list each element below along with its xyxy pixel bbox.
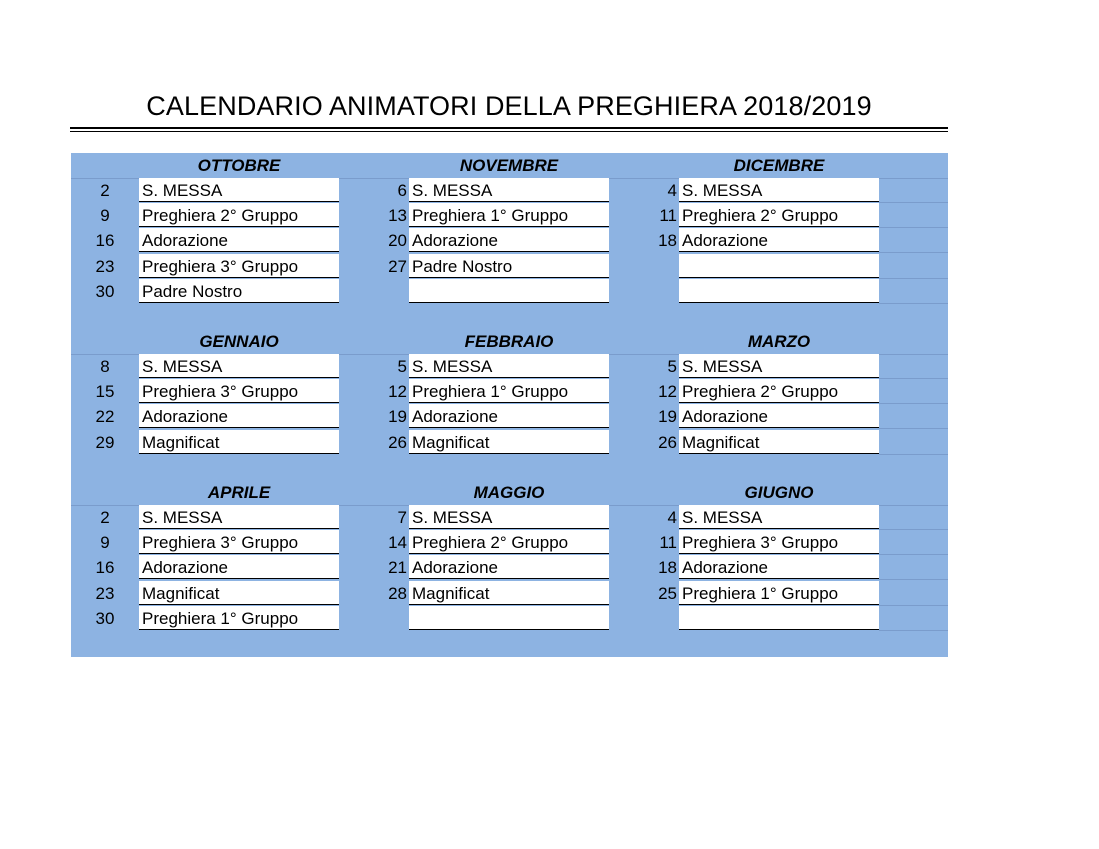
- month-header: FEBBRAIO: [409, 329, 609, 355]
- activity-cell: S. MESSA: [679, 505, 879, 529]
- day-number: [341, 606, 407, 631]
- month-header: OTTOBRE: [139, 153, 339, 179]
- title-underline: [70, 127, 948, 129]
- day-number: 6: [397, 181, 407, 200]
- table-row: [71, 555, 948, 580]
- table-row: [71, 178, 948, 203]
- activity-cell: Preghiera 2° Gruppo: [679, 203, 879, 227]
- activity-cell: S. MESSA: [139, 354, 339, 378]
- activity-cell: [679, 254, 879, 278]
- day-number: 26: [388, 432, 407, 452]
- day-number: 14: [388, 533, 407, 553]
- activity-cell: Adorazione: [679, 228, 879, 252]
- title-underline-thin: [70, 131, 948, 132]
- day-number: 15: [95, 382, 115, 402]
- activity-cell: Adorazione: [409, 228, 609, 252]
- day-number: 2: [100, 508, 110, 527]
- activity-cell: Adorazione: [679, 555, 879, 579]
- activity-cell: Preghiera 2° Gruppo: [679, 379, 879, 403]
- activity-cell: Adorazione: [139, 555, 339, 579]
- activity-cell: Preghiera 1° Gruppo: [139, 606, 339, 630]
- activity-cell: Preghiera 3° Gruppo: [679, 530, 879, 554]
- day-number: 16: [95, 231, 115, 251]
- day-number: [611, 254, 677, 279]
- day-number: 9: [100, 533, 110, 553]
- activity-cell: Preghiera 3° Gruppo: [139, 379, 339, 403]
- activity-cell: S. MESSA: [679, 354, 879, 378]
- day-number: 25: [658, 583, 677, 603]
- table-row: [71, 505, 948, 530]
- day-number: 21: [388, 558, 407, 578]
- activity-cell: Preghiera 3° Gruppo: [139, 254, 339, 278]
- day-number: 4: [667, 181, 677, 200]
- activity-cell: Magnificat: [139, 430, 339, 454]
- day-number: 30: [95, 608, 115, 628]
- table-row: [71, 254, 948, 279]
- month-header: NOVEMBRE: [409, 153, 609, 179]
- activity-cell: [679, 606, 879, 630]
- activity-cell: Preghiera 2° Gruppo: [139, 203, 339, 227]
- day-number: 22: [95, 407, 115, 427]
- day-number: 20: [388, 231, 407, 251]
- table-row: [71, 530, 948, 555]
- day-number: 2: [100, 181, 110, 200]
- day-number: 7: [397, 508, 407, 527]
- month-header: GENNAIO: [139, 329, 339, 355]
- day-number: 12: [658, 382, 677, 402]
- day-number: 12: [388, 382, 407, 402]
- day-number: 23: [95, 583, 115, 603]
- activity-cell: Adorazione: [679, 404, 879, 428]
- day-number: 26: [658, 432, 677, 452]
- activity-cell: Magnificat: [409, 581, 609, 605]
- activity-cell: Preghiera 3° Gruppo: [139, 530, 339, 554]
- day-number: [611, 606, 677, 631]
- day-number: 23: [95, 256, 115, 276]
- day-number: 19: [388, 407, 407, 427]
- activity-cell: S. MESSA: [409, 505, 609, 529]
- activity-cell: S. MESSA: [139, 505, 339, 529]
- month-header: APRILE: [139, 480, 339, 506]
- month-header: GIUGNO: [679, 480, 879, 506]
- day-number: 19: [658, 407, 677, 427]
- activity-cell: Preghiera 1° Gruppo: [409, 379, 609, 403]
- activity-cell: S. MESSA: [679, 178, 879, 202]
- table-row: [71, 404, 948, 429]
- activity-cell: [409, 279, 609, 303]
- day-number: 16: [95, 558, 115, 578]
- table-row: [71, 228, 948, 253]
- day-number: 18: [658, 558, 677, 578]
- activity-cell: S. MESSA: [139, 178, 339, 202]
- day-number: 5: [667, 357, 677, 376]
- activity-cell: Preghiera 1° Gruppo: [679, 581, 879, 605]
- activity-cell: Preghiera 2° Gruppo: [409, 530, 609, 554]
- activity-cell: Padre Nostro: [139, 279, 339, 303]
- page-title: CALENDARIO ANIMATORI DELLA PREGHIERA 2018/2019: [146, 91, 872, 121]
- table-row: [71, 606, 948, 631]
- table-row: [71, 354, 948, 379]
- activity-cell: Magnificat: [679, 430, 879, 454]
- day-number: 13: [388, 206, 407, 226]
- activity-cell: Magnificat: [139, 581, 339, 605]
- day-number: 11: [659, 206, 677, 226]
- month-header: MARZO: [679, 329, 879, 355]
- day-number: 18: [658, 231, 677, 251]
- activity-cell: Adorazione: [409, 404, 609, 428]
- activity-cell: Adorazione: [139, 404, 339, 428]
- activity-cell: Adorazione: [409, 555, 609, 579]
- activity-cell: S. MESSA: [409, 354, 609, 378]
- table-row: [71, 581, 948, 606]
- activity-cell: Preghiera 1° Gruppo: [409, 203, 609, 227]
- activity-cell: [409, 606, 609, 630]
- table-row: [71, 379, 948, 404]
- day-number: 29: [95, 432, 115, 452]
- day-number: 4: [667, 508, 677, 527]
- activity-cell: S. MESSA: [409, 178, 609, 202]
- day-number: [611, 279, 677, 304]
- day-number: 9: [100, 206, 110, 226]
- table-row: [71, 279, 948, 304]
- day-number: 11: [659, 533, 677, 553]
- calendar-table: [71, 153, 948, 657]
- day-number: 28: [388, 583, 407, 603]
- table-row: [71, 430, 948, 455]
- activity-cell: Adorazione: [139, 228, 339, 252]
- table-row: [71, 203, 948, 228]
- activity-cell: [679, 279, 879, 303]
- activity-cell: Magnificat: [409, 430, 609, 454]
- day-number: 5: [397, 357, 407, 376]
- activity-cell: Padre Nostro: [409, 254, 609, 278]
- day-number: 8: [100, 357, 110, 376]
- month-header: DICEMBRE: [679, 153, 879, 179]
- month-header: MAGGIO: [409, 480, 609, 506]
- day-number: 27: [388, 256, 407, 276]
- day-number: 30: [95, 281, 115, 301]
- day-number: [341, 279, 407, 304]
